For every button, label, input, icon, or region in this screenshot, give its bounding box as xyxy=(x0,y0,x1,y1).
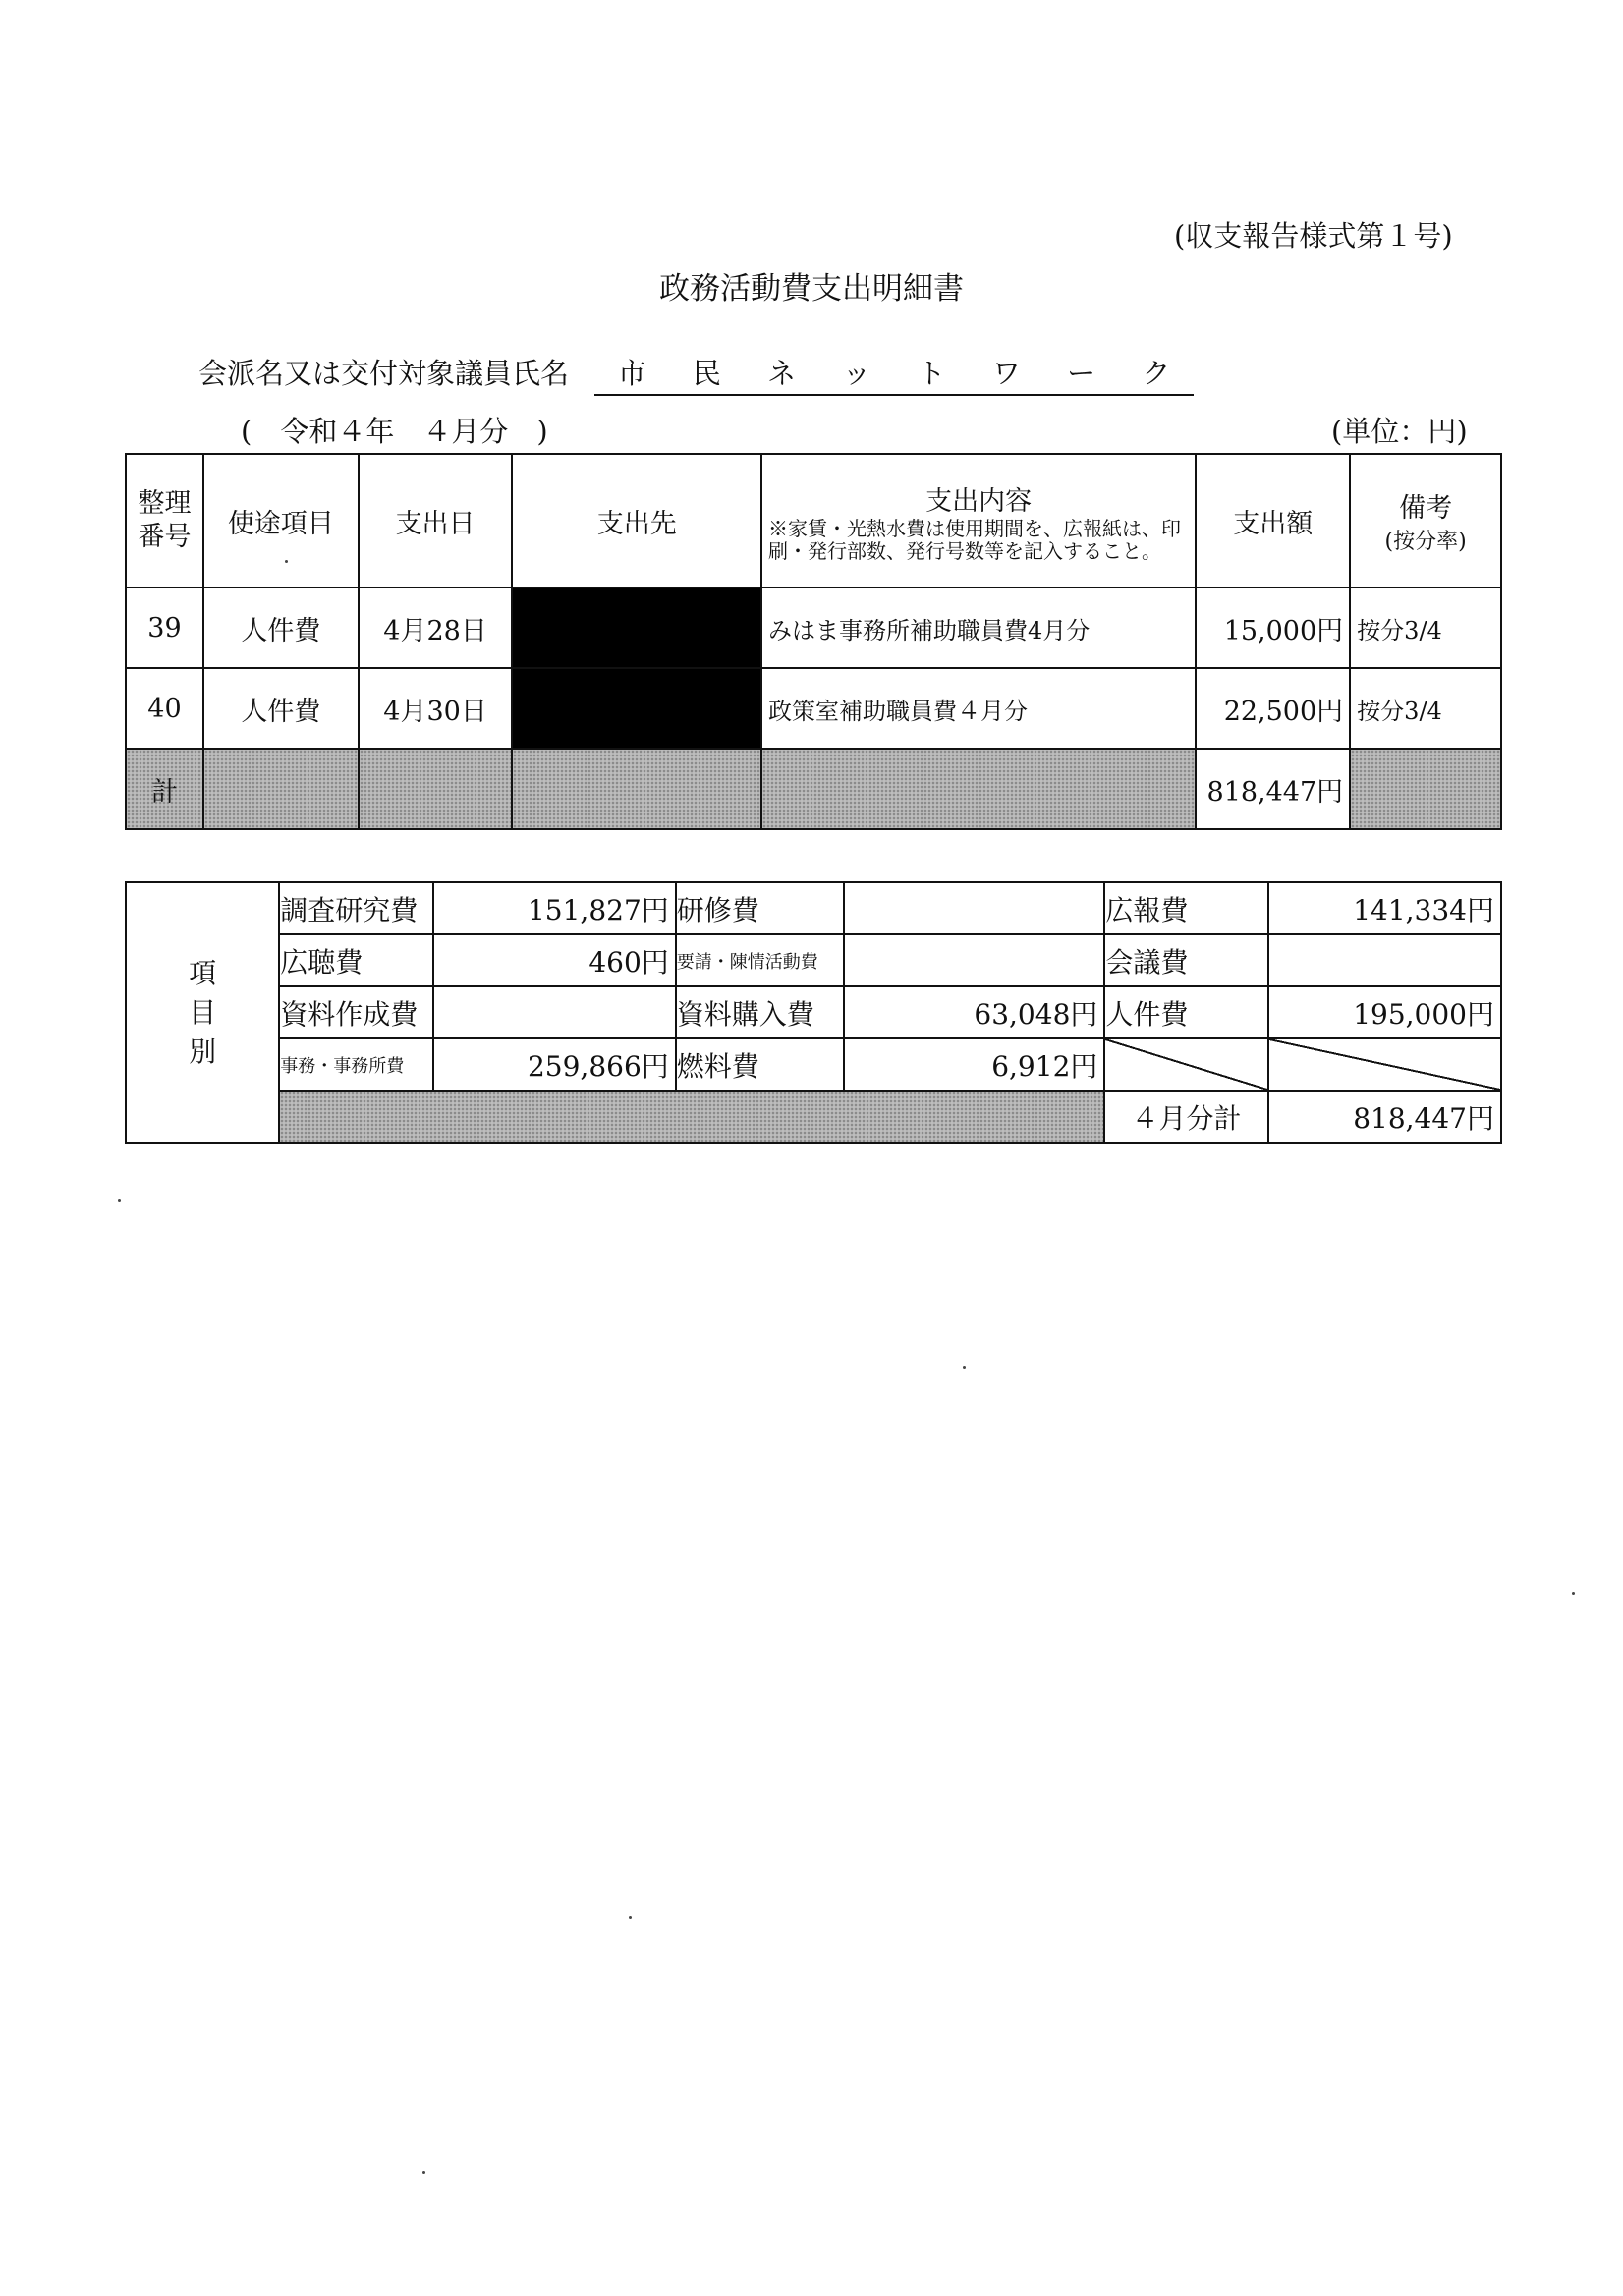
empty-diagonal-cell xyxy=(1104,1038,1267,1091)
row-content: 政策室補助職員費４月分 xyxy=(761,668,1196,749)
scan-speck xyxy=(422,2171,425,2174)
row-no: 39 xyxy=(126,588,203,668)
meeting-value xyxy=(1268,934,1501,986)
group-name-char: ー xyxy=(1067,357,1096,390)
table-row xyxy=(126,668,1501,749)
fuel-label: 燃料費 xyxy=(676,1038,844,1091)
summary-shaded-cell xyxy=(279,1091,1104,1143)
row-amount: 15,000円 xyxy=(1196,588,1350,668)
month-total-value: 818,447円 xyxy=(1268,1091,1501,1143)
summary-total-row xyxy=(126,1091,1501,1143)
group-name-char: 民 xyxy=(692,357,721,390)
header-date: 支出日 xyxy=(359,454,513,588)
meeting-label: 会議費 xyxy=(1104,934,1267,986)
materials-buy-value: 63,048円 xyxy=(844,986,1104,1038)
research-label: 調査研究費 xyxy=(279,882,433,934)
summary-side-label: 項目別 xyxy=(126,882,279,1143)
group-name-char: ク xyxy=(1142,357,1171,390)
row-remarks: 按分3/4 xyxy=(1350,668,1501,749)
total-shaded-cell xyxy=(512,749,761,829)
hearing-value: 460円 xyxy=(433,934,675,986)
header-remarks xyxy=(1350,454,1501,588)
materials-make-label: 資料作成費 xyxy=(279,986,433,1038)
scan-speck xyxy=(285,560,288,563)
petition-label: 要請・陳情活動費 xyxy=(676,934,844,986)
expense-detail-table xyxy=(125,453,1502,830)
summary-row xyxy=(126,882,1501,934)
row-purpose: 人件費 xyxy=(203,588,359,668)
document-title: 政務活動費支出明細書 xyxy=(659,271,964,307)
total-shaded-cell xyxy=(359,749,513,829)
table-row xyxy=(126,588,1501,668)
group-name-char: ト xyxy=(917,357,946,390)
row-payee-redacted xyxy=(512,668,761,749)
group-name-char: ッ xyxy=(842,357,871,390)
office-value: 259,866円 xyxy=(433,1038,675,1091)
total-shaded-cell xyxy=(203,749,359,829)
row-date: 4月28日 xyxy=(359,588,513,668)
training-value xyxy=(844,882,1104,934)
total-shaded-cell xyxy=(761,749,1196,829)
row-amount: 22,500円 xyxy=(1196,668,1350,749)
group-name-char: 市 xyxy=(617,357,646,390)
total-label: 計 xyxy=(126,749,203,829)
detail-header-row xyxy=(126,454,1501,588)
scan-speck xyxy=(1572,1592,1575,1595)
header-payee: 支出先 xyxy=(512,454,761,588)
scan-speck xyxy=(963,1366,966,1369)
header-amount: 支出額 xyxy=(1196,454,1350,588)
report-period: ( 令和４年 ４月分 ) xyxy=(241,415,548,448)
office-label: 事務・事務所費 xyxy=(279,1038,433,1091)
scan-speck xyxy=(118,1199,121,1202)
header-no: 整理番号 xyxy=(126,454,203,588)
form-number: (収支報告様式第１号) xyxy=(1174,219,1453,252)
summary-row xyxy=(126,986,1501,1038)
header-remarks-sub: (按分率) xyxy=(1384,530,1467,554)
total-shaded-cell xyxy=(1350,749,1501,829)
header-content-note: ※家賃・光熱水費は使用期間を、広報紙は、印刷・発行部数、発行号数等を記入すること。 xyxy=(768,516,1182,563)
group-name-char: ネ xyxy=(767,357,797,390)
row-date: 4月30日 xyxy=(359,668,513,749)
row-payee-redacted xyxy=(512,588,761,668)
header-purpose: 使途項目 xyxy=(203,454,359,588)
header-content xyxy=(761,454,1196,588)
materials-make-value xyxy=(433,986,675,1038)
header-content-title: 支出内容 xyxy=(925,485,1033,517)
empty-diagonal-cell xyxy=(1268,1038,1501,1091)
group-name xyxy=(594,352,1194,396)
row-remarks: 按分3/4 xyxy=(1350,588,1501,668)
category-summary-table xyxy=(125,881,1502,1144)
row-content: みはま事務所補助職員費4月分 xyxy=(761,588,1196,668)
month-total-label: ４月分計 xyxy=(1104,1091,1267,1143)
group-label: 会派名又は交付対象議員氏名 xyxy=(198,357,570,390)
personnel-label: 人件費 xyxy=(1104,986,1267,1038)
header-remarks-title: 備考 xyxy=(1399,493,1453,524)
total-amount: 818,447円 xyxy=(1196,749,1350,829)
row-purpose: 人件費 xyxy=(203,668,359,749)
group-name-char: ワ xyxy=(991,357,1021,390)
pr-value: 141,334円 xyxy=(1268,882,1501,934)
research-value: 151,827円 xyxy=(433,882,675,934)
pr-label: 広報費 xyxy=(1104,882,1267,934)
summary-row xyxy=(126,934,1501,986)
fuel-value: 6,912円 xyxy=(844,1038,1104,1091)
unit-label: (単位：円) xyxy=(1331,415,1468,448)
hearing-label: 広聴費 xyxy=(279,934,433,986)
personnel-value: 195,000円 xyxy=(1268,986,1501,1038)
training-label: 研修費 xyxy=(676,882,844,934)
summary-row xyxy=(126,1038,1501,1091)
row-no: 40 xyxy=(126,668,203,749)
scan-speck xyxy=(629,1916,632,1919)
petition-value xyxy=(844,934,1104,986)
total-row xyxy=(126,749,1501,829)
materials-buy-label: 資料購入費 xyxy=(676,986,844,1038)
